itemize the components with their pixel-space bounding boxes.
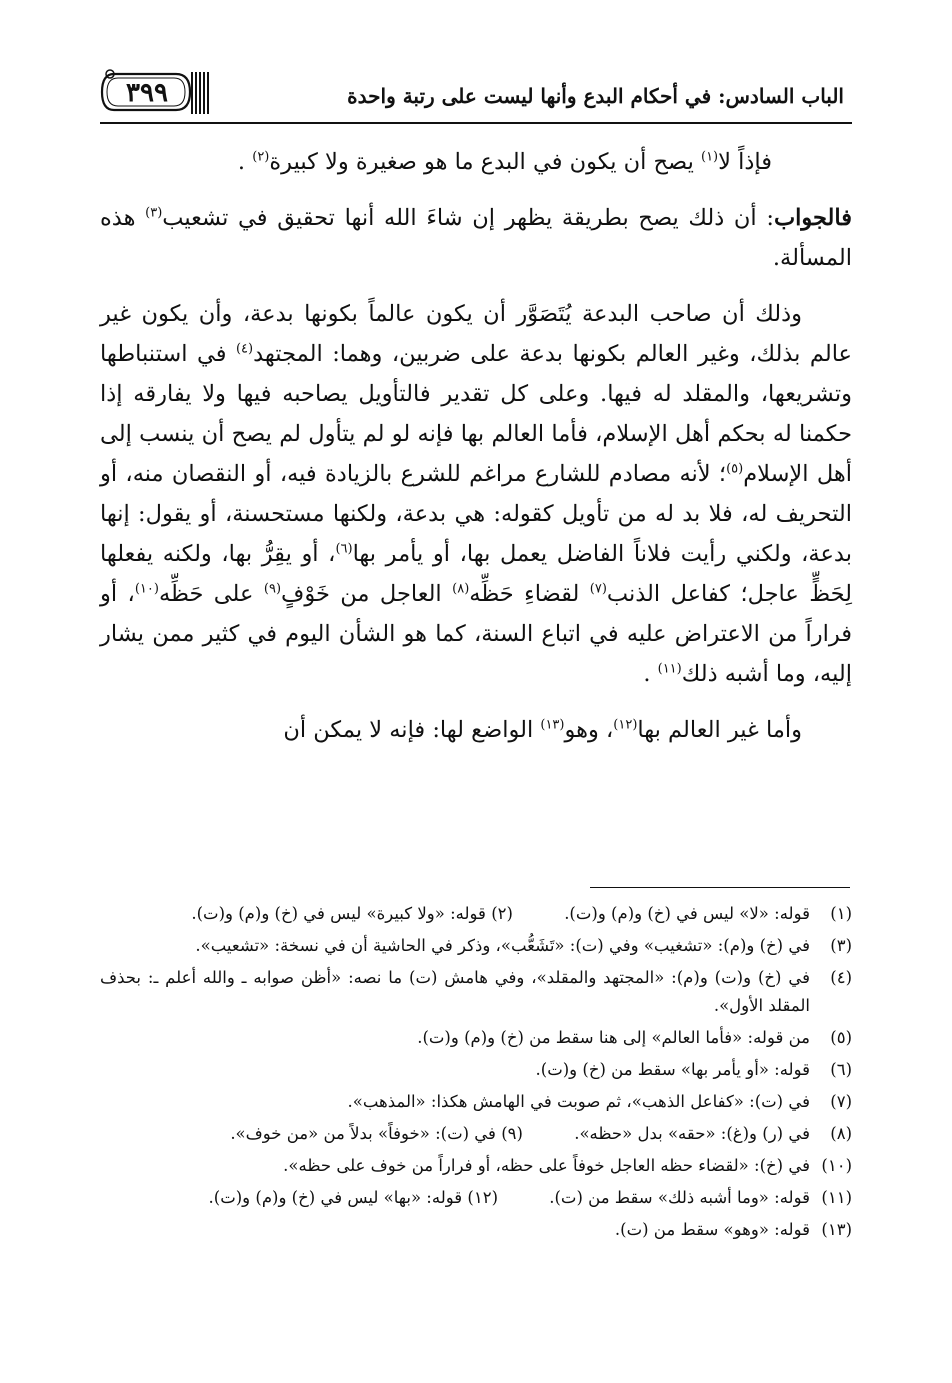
footnote-text: في (ر) و(غ): «حقه» بدل «حظه». [574, 1124, 810, 1143]
text-span: في استنباطها وتشريعها، والمقلد له فيها. وعلى كل تقدير فالتأويل يصاحبه فيها ولا يفارقه إذا حكمنا له بحكم أهل الإسلام، فأما العالم بها فإنه لو لم يتأول لم يصح أن ينسب إلى أهل الإسلام [100, 341, 852, 487]
main-text [100, 142, 852, 750]
text-span: : أن ذلك يصح بطريقة يظهر إن شاءَ الله أنها تحقيق في تشعيب [162, 205, 774, 231]
footnote-number: (٢) [491, 904, 513, 923]
footnote-item [100, 1184, 852, 1212]
footnote-divider [590, 887, 850, 888]
text-span: . [237, 149, 253, 175]
chapter-title: الباب السادس: في أحكام البدع وأنها ليست على رتبة واحدة [347, 84, 844, 108]
text-span: وأما غير العالم بها [637, 717, 802, 743]
footnote-item [100, 900, 852, 928]
footnote-number: (٦) [830, 1060, 852, 1079]
text-span: ، وهو [564, 717, 614, 743]
footnote-number: (١٢) [467, 1188, 498, 1207]
footnote-text: في (خ) و(ت) و(م): «المجتهد والمقلد»، وفي هامش (ت) ما نصه: «أظن صوابه ـ والله أعلم ـ: بحذف المقلد الأول». [100, 968, 810, 1015]
footnote-number: (٥) [830, 1028, 852, 1047]
footnote-number: (١٠) [821, 1156, 852, 1175]
footnote-number: (٩) [501, 1124, 523, 1143]
footnote-text: من قوله: «فأما العالم» إلى هنا سقط من (خ) و(م) و(ت). [417, 1028, 810, 1047]
footnote-item [100, 1056, 852, 1084]
footnote-ref: (١٢) [613, 717, 638, 733]
footnote-ref: (١١) [657, 661, 682, 677]
footnote-number: (١١) [821, 1188, 852, 1207]
footnote-ref: (٣) [145, 205, 163, 221]
footnote-ref: (٩) [263, 581, 282, 597]
footnote-ref: (١٠) [134, 581, 159, 597]
text-span: فإذاً لا [718, 149, 772, 175]
footnote-text: قوله: «وما أشبه ذلك» سقط من (ت). [549, 1188, 810, 1207]
text-span: لقضاءِ حَظِّه [469, 581, 590, 607]
footnote-item [100, 932, 852, 960]
footnote-ref: (٨) [452, 581, 470, 597]
footnote-item [100, 1152, 852, 1180]
paragraph-4 [100, 710, 852, 750]
paragraph-1 [100, 142, 852, 182]
footnote-text: في (ت): «خوفاً» بدلاً من «من خوف». [230, 1124, 496, 1143]
footnote-item [100, 1024, 852, 1052]
footnote-text: قوله: «أو يأمر بها» سقط من (خ) و(ت). [535, 1060, 810, 1079]
footnote-ref: (٧) [589, 581, 607, 597]
text-span: الواضع لها: فإنه لا يمكن أن [283, 717, 541, 743]
footnote-text: في (خ) و(م): «تشغيب» وفي (ت): «تَشَعُّب»، وذكر في الحاشية أن في نسخة: «تشعيب». [195, 936, 810, 955]
page-number: ٣٩٩ [126, 78, 168, 108]
footnote-number: (٨) [830, 1124, 852, 1143]
footnote-ref: (١٣) [540, 717, 565, 733]
footnote-text: في (ت): «كفاعل الذهب»، ثم صوبت في الهامش هكذا: «المذهب». [347, 1092, 810, 1111]
text-span: وذلك أن صاحب البدعة يُتَصَوَّر أن يكون عالماً بكونها بدعة، وأن يكون غير عالم بذلك، وغير العالم بكونها بدعة على ضربين، وهما: المجتهد [100, 301, 852, 367]
text-span: . [643, 661, 658, 687]
answer-lead: فالجواب [773, 205, 852, 231]
footnote-text: قوله: «وهو» سقط من (ت). [614, 1220, 810, 1239]
page-number-badge [100, 68, 212, 116]
footnote-item [100, 1120, 852, 1148]
text-span: على حَظِّه [158, 581, 264, 607]
footnote-text: في (خ): «لقضاء حظه العاجل خوفاً على حظه، أو فراراً من خوف على حظه». [283, 1156, 810, 1175]
footnote-text: قوله: «بها» ليس في (خ) و(م) و(ت). [208, 1188, 463, 1207]
text-span: هذه المسألة. [100, 205, 852, 271]
footnote-number: (٣) [830, 936, 852, 955]
text-span: ؛ لأنه مصادم للشارع مراغم للشرع بالزيادة فيه، أو النقصان منه، أو التحريف له، فلا بد له من تأويل كقوله: هي بدعة، ولكنها مستحسنة، أو يقول: إنها بدعة، ولكني رأيت فلاناً الفاضل يعمل بها، أو يأمر بها [100, 461, 852, 567]
footnote-item [100, 964, 852, 1020]
footnote-item [100, 1088, 852, 1116]
text-span: ، أو يقِرُّ بها، ولكنه يفعلها لِحَظٍّ عاجل؛ كفاعل الذنب [100, 541, 852, 607]
footnote-ref: (٤) [235, 341, 254, 357]
footnote-number: (٤) [830, 968, 852, 987]
footnote-text: قوله: «ولا كبيرة» ليس في (خ) و(م) و(ت). [191, 904, 486, 923]
text-span: يصح أن يكون في البدع ما هو صغيرة ولا كبيرة [269, 149, 701, 175]
text-span: العاجل من خَوْفٍ [281, 581, 453, 607]
footnote-text: قوله: «لا» ليس في (خ) و(م) و(ت). [564, 904, 810, 923]
page-header [100, 64, 852, 124]
text-span: ، أو فراراً من الاعتراض عليه في اتباع السنة، كما هو الشأن اليوم في كثير ممن يشار إليه، وما أشبه ذلك [100, 581, 852, 687]
footnote-number: (١) [830, 904, 852, 923]
footnote-ref: (٥) [726, 461, 744, 477]
paragraph-2 [100, 198, 852, 278]
footnote-item [100, 1216, 852, 1244]
paragraph-3 [100, 294, 852, 694]
footnotes [100, 900, 852, 1248]
footnote-ref: (٢) [252, 149, 270, 165]
footnote-number: (١٣) [821, 1220, 852, 1239]
footnote-ref: (١) [700, 149, 719, 165]
footnote-number: (٧) [830, 1092, 852, 1111]
footnote-ref: (٦) [335, 541, 353, 557]
